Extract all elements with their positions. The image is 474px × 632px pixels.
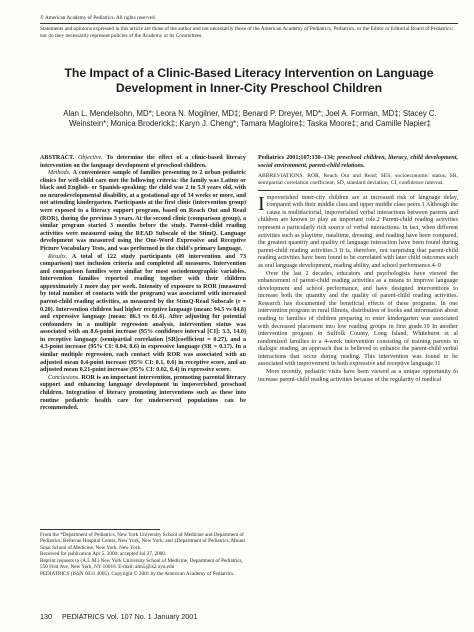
intro-paragraph-1 (258, 192, 458, 271)
page-number: 130 (40, 612, 52, 621)
methods-label: Methods. (48, 170, 71, 177)
drop-cap: I (258, 192, 265, 215)
copyright-line: © American Academy of Pediatrics. All rights reserved. (40, 15, 156, 21)
abbreviations: ABBREVIATIONS. ROR, Reach Out and Read; SES, socioeconomic status; SR, semipartial correlation coefficient; SD, standard deviation; CI, confidence interval. (258, 173, 458, 186)
objective-text: To determine the effect of a clinic-based literacy intervention on the language development of preschool children. (40, 155, 246, 169)
received-note: Received for publication Apr 5, 2000; accepted Jul 27, 2000. (40, 551, 167, 558)
abstract-continuation (258, 155, 458, 170)
journal-citation: PEDIATRICS Vol. 107 No. 1 January 2001 (62, 612, 198, 621)
body-column (258, 155, 458, 384)
copyright-note: PEDIATRICS (ISSN 0031 4005). Copyright © 2001 by the American Academy of Pediatrics. (40, 570, 235, 577)
page-footer (40, 612, 458, 621)
abstract-objective (40, 155, 246, 170)
abstract-results (40, 254, 246, 375)
abstract-conclusions (40, 375, 246, 413)
footnotes (40, 526, 246, 577)
objective-label: Objective. (77, 155, 103, 161)
conclusions-text: ROR is an important intervention, promoting parental literacy support and enhancing language development in impoverished preschool children. Integration of literacy promoting interventions such as these into routine pediatric health care for underserved populations can be recommended. (40, 374, 246, 412)
abstract-heading: ABSTRACT. (40, 155, 75, 161)
results-label: Results. (48, 253, 68, 260)
article-title: The Impact of a Clinic-Based Literacy Intervention on Language Development in Inner-City Preschool Children (64, 66, 434, 95)
citation: Pediatrics 2001;107:130–134; (258, 155, 335, 161)
keywords: preschool children, literacy, child development, social environment, parent-child relations. (258, 155, 459, 169)
results-text: A total of 122 study participants (49 intervention and 73 comparison) met inclusion criteria and completed all measures. Intervention and comparison families were similar for most sociodemographic variables. Intervention families reported reading together with their children approximately 1 more day per week. Intensity of exposure to ROR (measured by total number of contacts with the program) was associated with increased parent-child reading activities, as measured by the StimQ-Read Subscale (r = 0.20). Intervention children had higher receptive language (mean: 94.5 vs 84.8) and expressive language (mean: 86.3 vs 81.6). After adjusting for potential confounders in a multiple regression analysis, intervention status was associated with an 8.6-point increase (95% confidence interval [CI]: 3.3, 14.0) in receptive language (semipartial correlation [SR]coefficient = 0.27), and a 4.3-point increase (95% CI: 0.04, 8.6) in expressive language (SR = 0.17). In a similar multiple regression, each contact with ROR was associated with an adjusted mean 0.4-point increase (95% CI: 0.1, 0.6) in receptive score, and an adjusted mean 0.21-point increase (95% CI: 0.02, 0.4) in expressive score. (40, 253, 246, 374)
conclusions-label: Conclusions. (48, 374, 80, 381)
affiliation-note: From the *Department of Pediatrics, New York University School of Medicine and Department of Pediatrics, Bellevue Hospital Center, New York, New York; and ‡Department of Pediatrics, Mount Sinai School of Medicine, New York, New York. (40, 532, 245, 551)
editorial-statement: Statements and opinions expressed in this article are those of the author and not necessarily those of the American Academy of Pediatrics, Pediatrics, or the Editor or Editorial Board of Pediatrics; nor do they necessarily represent policies of the Academy or its Committees. (40, 26, 454, 39)
methods-text: A convenience sample of families presenting to 2 urban pediatric clinics for well-child care met the following criteria: the family was Latino or black and English- or Spanish-speaking; the child was 2 to 5.9 years old, with no neurodevelopmental disability, at a gestational age of 34 weeks or more, and not attending kindergarten. Participants at the first clinic (intervention group) were exposed to a literacy support program, based on Reach Out and Read (ROR), during the previous 3 years. At the second clinic (comparison group), a similar program started 3 months before the study. Parent-child reading activities were measured using the READ Subscale of the StimQ. Language development was measured using the One-Word Expressive and Receptive Picture Vocabulary Tests, and was performed in the child's primary language. (40, 170, 246, 252)
author-list: Alan L. Mendelsohn, MD*; Leora N. Mogilner, MD‡; Benard P. Dreyer, MD*; Joel A. Forman, MD‡; Stacey C. Weinstein*; Monica Broderick‡; Karyn J. Cheng*; Tamara Magloire‡; Taska Moore‡; and Camille Napier‡ (63, 109, 437, 129)
abstract-methods (40, 170, 246, 253)
intro-paragraph-3: More recently, pediatric visits have been viewed as a unique opportunity to increase parent-child reading activities because of the regularity of medical (258, 369, 458, 383)
intro-paragraph-2: Over the last 2 decades, educators and psychologists have viewed the enhancement of parent-child reading activities as a means to improve language development and school performance, and have designed interventions to increase both the quantity and the quality of parent-child reading activities. Research has documented the beneficial effects of these programs. In one intervention program in rural Illinois, distribution of books and information about reading to families of children preparing to enter kindergarten was associated with decreased placement into low reading groups in first grade.10 In another intervention program in Suffolk County, Long Island, Whitehurst et al randomized families to a 4-week intervention consisting of training parents in dialogic reading, an approach that is believed to enhance the parent-child verbal interactions that occur during reading. This intervention was found to be associated with improvement in both expressive and receptive language.11 (258, 270, 458, 368)
reprint-note: Reprint requests to (A.L.M.) New York University School of Medicine, Department of Pediatrics, 550 First Ave, New York, NY 10016. E-mail: alm5@is2.nyu.edu (40, 557, 243, 571)
abstract-column (40, 155, 246, 413)
abbreviations-divider (258, 190, 458, 191)
intro-paragraph-1-text: mpoverished inner-city children are at increased risk of language delay, compared with their middle class and upper middle class peers.1 Although the cause is multifactorial, impoverished verbal interactions between parents and children are known to play an important role.2 Parent-child reading activities represent a particularly rich source of verbal interactions. In fact, when different activities such as playtime, mealtime, dressing, and reading have been compared, the greatest quantity and quality of language interaction have been found during parent-child reading activities.3 It is, therefore, not surprising that parent-child reading activities have been found to be correlated with later child outcomes such as oral language development, reading ability, and school performance.4–9 (258, 194, 458, 269)
header-divider (40, 23, 458, 24)
footnote-divider (40, 529, 160, 530)
